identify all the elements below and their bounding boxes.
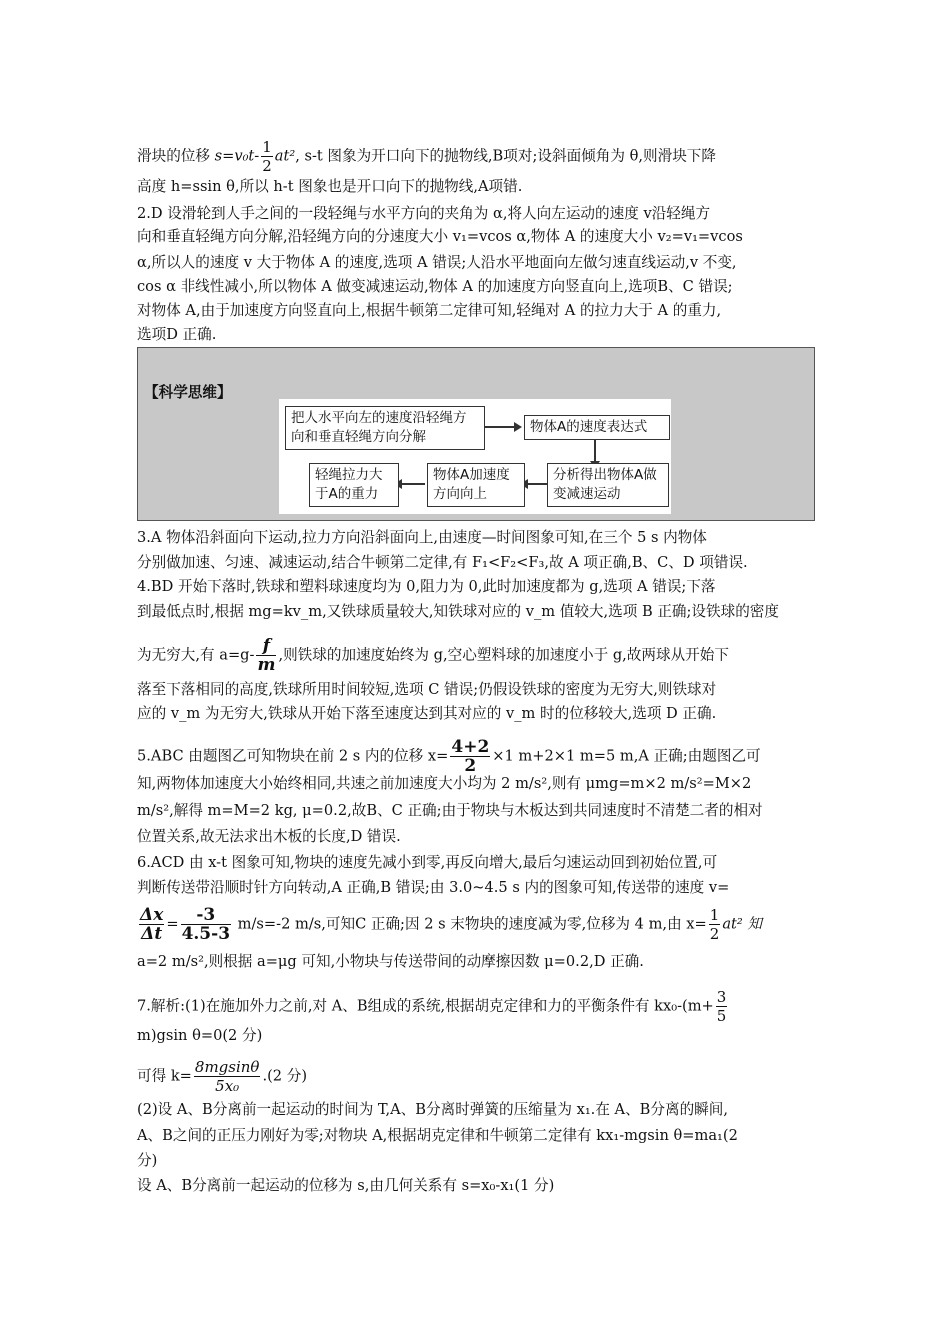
answer-5-line-3: m/s²,解得 m=M=2 kg, μ=0.2,故B、C 正确;由于物块与木板达到共同速度时不清楚二者的相对 xyxy=(137,802,763,819)
arrow-right-head xyxy=(514,422,522,432)
fraction-f-over-m: $\frac{f}{m}$ xyxy=(257,636,276,675)
fraction-three-fifths: $\frac{3}{5}$ xyxy=(716,988,727,1025)
answer-6-line-4: a=2 m/s²,则根据 a=μg 可知,小物块与传送带间的动摩擦因数 μ=0.2,D 正确. xyxy=(137,953,644,970)
box-title: 【科学思维】 xyxy=(144,384,232,401)
answer-7-line-6: 分) xyxy=(137,1152,158,1169)
fraction-k: $\frac{8mgsin\theta}{\text{5x₀}}$ xyxy=(194,1058,260,1095)
flow-node-deceleration: 分析得出物体A做变减速运动 xyxy=(547,463,669,507)
answer-7-line-2: m)gsin θ=0(2 分) xyxy=(137,1027,263,1044)
answer-2-line-1: 2.D 设滑轮到人手之间的一段轻绳与水平方向的夹角为 α,将人向左运动的速度 v沿轻绳方 xyxy=(137,205,711,222)
line-2: 高度 h=ssin θ,所以 h-t 图象也是开口向下的抛物线,A项错. xyxy=(137,178,523,195)
answer-7-line-1: 7.解析:(1)在施加外力之前,对 A、B组成的系统,根据胡克定律和力的平衡条件有 kx₀-(m+ $\frac{3}{5}$ xyxy=(137,988,727,1025)
answer-2-line-5: 对物体 A,由于加速度方向竖直向上,根据牛顿第二定律可知,轻绳对 A 的拉力大于 A 的重力, xyxy=(137,302,722,319)
answer-7-line-3: 可得 k= $\frac{8mgsin\theta}{\text{5x₀}}$ .(2 分) xyxy=(137,1058,308,1095)
answer-2-line-2: 向和垂直轻绳方向分解,沿轻绳方向的分速度大小 v₁=vcos α,物体 A 的速度大小 v₂=v₁=vcos xyxy=(137,228,743,245)
fraction-dx-over-dt: $\frac{\Delta x}{\Delta t}$ xyxy=(140,905,164,944)
fraction-velocity: $\frac{-3}{4.5-3}$ xyxy=(181,905,231,944)
flowchart xyxy=(279,399,671,514)
flow-node-acceleration-up: 物体A加速度方向向上 xyxy=(427,463,525,507)
answer-4-line-2: 到最低点时,根据 mg=kv_m,又铁球质量较大,知铁球对应的 v_m 值较大,选项 B 正确;设铁球的密度 xyxy=(137,603,779,620)
arrow-right xyxy=(484,426,514,428)
fraction-half-2: $\frac{1}{2}$ xyxy=(709,906,720,943)
answer-2-line-6: 选项D 正确. xyxy=(137,326,217,343)
answer-4-line-4: 落至下落相同的高度,铁球所用时间较短,选项 C 错误;仍假设铁球的密度为无穷大,则铁球对 xyxy=(137,681,717,698)
answer-7-line-5: A、B之间的正压力刚好为零;对物块 A,根据胡克定律和牛顿第二定律有 kx₁-mgsin θ=ma₁(2 xyxy=(137,1127,738,1144)
line-1: 滑块的位移 s=v₀t- $\frac{1}{2}$ at², s-t 图象为开口向下的抛物线,B项对;设斜面倾角为 θ,则滑块下降 xyxy=(137,138,716,175)
flow-node-expression: 物体A的速度表达式 xyxy=(524,415,670,440)
arrow-down xyxy=(594,440,596,462)
fraction-4plus2-over-2: $\frac{4+2}{2}$ xyxy=(451,737,490,776)
answer-2-line-4: cos α 非线性减小,所以物体 A 做变减速运动,物体 A 的加速度方向竖直向上,选项B、C 错误; xyxy=(137,278,733,295)
answer-3-line-1: 3.A 物体沿斜面向下运动,拉力方向沿斜面向上,由速度—时间图象可知,在三个 5 s 内物体 xyxy=(137,529,707,546)
answer-7-line-4: (2)设 A、B分离前一起运动的时间为 T,A、B分离时弹簧的压缩量为 x₁.在 A、B分离的瞬间, xyxy=(137,1101,729,1118)
arrow-left-1 xyxy=(527,483,547,485)
answer-6-line-2: 判断传送带沿顺时针方向转动,A 正确,B 错误;由 3.0~4.5 s 内的图象可知,传送带的速度 v= xyxy=(137,879,730,896)
answer-5-line-1: 5.ABC 由题图乙可知物块在前 2 s 内的位移 x= $\frac{4+2}{2}$ ×1 m+2×1 m=5 m,A 正确;由题图乙可 xyxy=(137,737,761,776)
flow-node-tension: 轻绳拉力大于A的重力 xyxy=(309,463,399,507)
answer-4-line-3: 为无穷大,有 a=g- $\frac{f}{m}$ ,则铁球的加速度始终为 g,空心塑料球的加速度小于 g,故两球从开始下 xyxy=(137,636,729,675)
science-thinking-box xyxy=(137,347,815,521)
formula-s: s=v₀t- xyxy=(214,147,260,165)
answer-6-line-3: $\frac{\Delta x}{\Delta t}$ = $\frac{-3}{4.5-3}$ m/s=-2 m/s,可知C 正确;因 2 s 末物块的速度减为零,位移为 4 m,由 x= $\frac{1}{2}$ at² 知 xyxy=(140,905,762,944)
answer-5-line-2: 知,两物体加速度大小始终相同,共速之前加速度大小均为 2 m/s²,则有 μmg=m×2 m/s²=M×2 xyxy=(137,775,752,792)
arrow-left-2 xyxy=(401,483,425,485)
answer-6-line-1: 6.ACD 由 x-t 图象可知,物块的速度先减小到零,再反向增大,最后匀速运动回到初始位置,可 xyxy=(137,854,718,871)
answer-4-line-5: 应的 v_m 为无穷大,铁球从开始下落至速度达到其对应的 v_m 时的位移较大,选项 D 正确. xyxy=(137,705,717,722)
answer-7-line-7: 设 A、B分离前一起运动的位移为 s,由几何关系有 s=x₀-x₁(1 分) xyxy=(137,1177,555,1194)
answer-2-line-3: α,所以人的速度 v 大于物体 A 的速度,选项 A 错误;人沿水平地面向左做匀速直线运动,v 不变, xyxy=(137,254,737,271)
answer-4-line-1: 4.BD 开始下落时,铁球和塑料球速度均为 0,阻力为 0,此时加速度都为 g,选项 A 错误;下落 xyxy=(137,578,716,595)
answer-5-line-4: 位置关系,故无法求出木板的长度,D 错误. xyxy=(137,828,401,845)
answer-3-line-2: 分别做加速、匀速、减速运动,结合牛顿第二定律,有 F₁<F₂<F₃,故 A 项正确,B、C、D 项错误. xyxy=(137,554,748,571)
flow-node-decompose: 把人水平向左的速度沿轻绳方向和垂直轻绳方向分解 xyxy=(285,406,485,450)
fraction-half: $\frac{1}{2}$ xyxy=(262,138,272,175)
